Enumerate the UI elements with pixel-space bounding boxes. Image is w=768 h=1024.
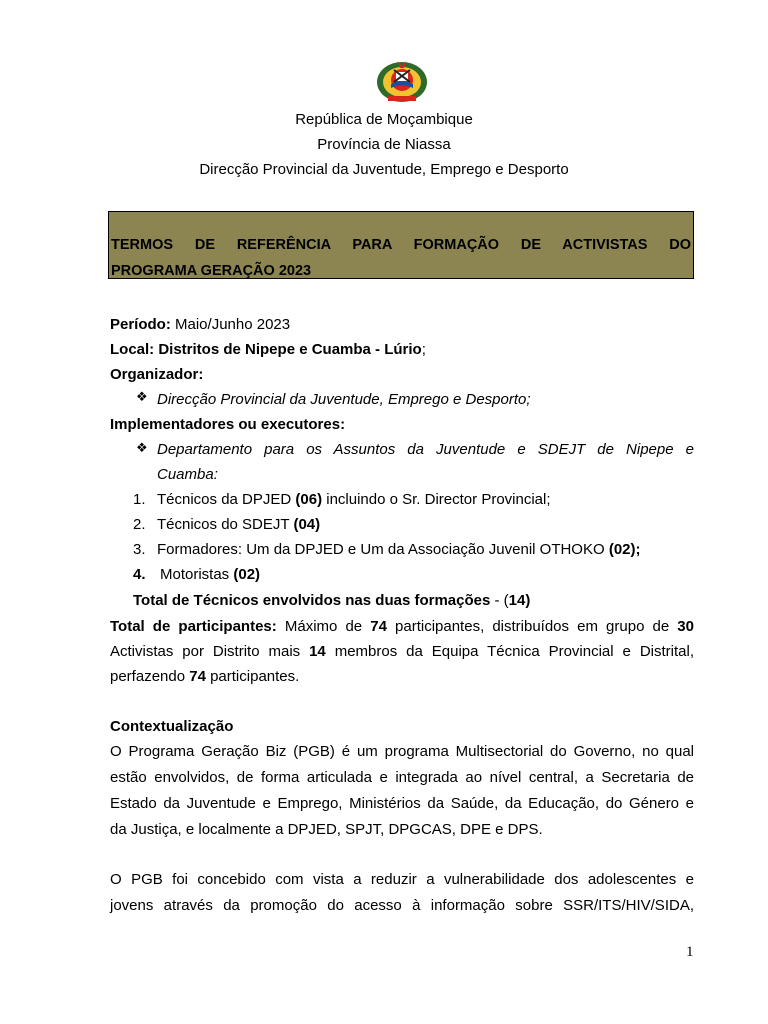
- participantes-line-2: [110, 639, 694, 664]
- organizador-item: Direcção Provincial da Juventude, Emprego e Desporto;: [157, 391, 531, 408]
- list-item-count: (02): [233, 566, 261, 583]
- organizador-label: Organizador:: [110, 366, 204, 383]
- paragraph-line: jovens através da promoção do acesso à informação sobre SSR/ITS/HIV/SIDA,: [110, 897, 694, 914]
- list-item-text: Formadores: Um da DPJED e Um da Associação Juvenil OTHOKO: [157, 541, 609, 558]
- diamond-bullet-icon: ❖: [136, 440, 148, 455]
- list-item: [157, 512, 694, 537]
- paragraph-line: da Justiça, e localmente a DPJED, SPJT, DPGCAS, DPE e DPS.: [110, 821, 543, 838]
- list-item-text: Técnicos da DPJED: [157, 491, 296, 508]
- list-item-count: (02);: [608, 541, 641, 558]
- participantes-line-1: [110, 614, 694, 639]
- local-line: [110, 337, 694, 362]
- number: 30: [677, 618, 694, 635]
- participantes-label: Total de participantes:: [110, 618, 277, 635]
- coat-of-arms-icon: [374, 58, 430, 104]
- paragraph-line: estão envolvidos, de forma articulada e integrada ao nível central, a Secretaria de: [110, 769, 694, 786]
- local-value: ;: [421, 341, 426, 358]
- diamond-bullet-icon: ❖: [136, 389, 148, 404]
- text: membros da Equipa Técnica Provincial e Distrital,: [325, 643, 694, 660]
- list-item-count: (06): [295, 491, 323, 508]
- text: participantes.: [205, 668, 300, 685]
- section-heading: Contextualização: [110, 718, 234, 735]
- list-number: 1.: [133, 491, 146, 508]
- periodo-value: Maio/Junho 2023: [170, 316, 291, 333]
- page-number: 1: [686, 944, 694, 960]
- number: 14: [309, 643, 326, 660]
- implementadores-item-line-2: Cuamba:: [157, 466, 218, 483]
- number: 74: [189, 668, 206, 685]
- periodo-line: [110, 312, 694, 337]
- number: 74: [370, 618, 387, 635]
- text: participantes, distribuídos em grupo de: [386, 618, 678, 635]
- paragraph-line: Estado da Juventude e Emprego, Ministérios da Saúde, da Educação, do Género e: [110, 795, 694, 812]
- list-item: [157, 537, 694, 562]
- list-number: 2.: [133, 516, 146, 533]
- list-item-count: (04): [293, 516, 321, 533]
- paragraph-line: O PGB foi concebido com vista a reduzir a vulnerabilidade dos adolescentes e: [110, 871, 694, 888]
- periodo-label: Período:: [110, 316, 171, 333]
- total-tecnicos: [133, 588, 694, 613]
- list-item: [157, 487, 694, 512]
- text: Máximo de: [276, 618, 371, 635]
- implementadores-label: Implementadores ou executores:: [110, 416, 346, 433]
- list-item-text: Técnicos do SDEJT: [157, 516, 294, 533]
- header-province: Província de Niassa: [317, 136, 451, 153]
- total-tecnicos-label: Total de Técnicos envolvidos nas duas formações: [133, 592, 491, 609]
- list-item: [160, 562, 694, 587]
- implementadores-item-line-1: Departamento para os Assuntos da Juventude e SDEJT de Nipepe e: [157, 441, 694, 458]
- list-number: 4.: [133, 566, 146, 583]
- header-directorate: Direcção Provincial da Juventude, Emprego e Desporto: [199, 161, 569, 178]
- document-title: [108, 211, 694, 279]
- list-number: 3.: [133, 541, 146, 558]
- title-line-2: PROGRAMA GERAÇÃO 2023: [111, 263, 312, 279]
- text: perfazendo: [110, 668, 190, 685]
- total-tecnicos-value: 14): [508, 592, 531, 609]
- header-country: República de Moçambique: [295, 111, 473, 128]
- text: Activistas por Distrito mais: [110, 643, 310, 660]
- list-item-rest: incluindo o Sr. Director Provincial;: [322, 491, 551, 508]
- total-tecnicos-sep: - (: [490, 592, 509, 609]
- list-item-text: Motoristas: [160, 566, 234, 583]
- paragraph-line: O Programa Geração Biz (PGB) é um programa Multisectorial do Governo, no qual: [110, 743, 694, 760]
- title-line-1: TERMOS DE REFERÊNCIA PARA FORMAÇÃO DE ACTIVISTAS DO: [111, 237, 691, 253]
- local-label: Local: Distritos de Nipepe e Cuamba - Lúrio: [110, 341, 422, 358]
- participantes-line-3: [110, 664, 694, 689]
